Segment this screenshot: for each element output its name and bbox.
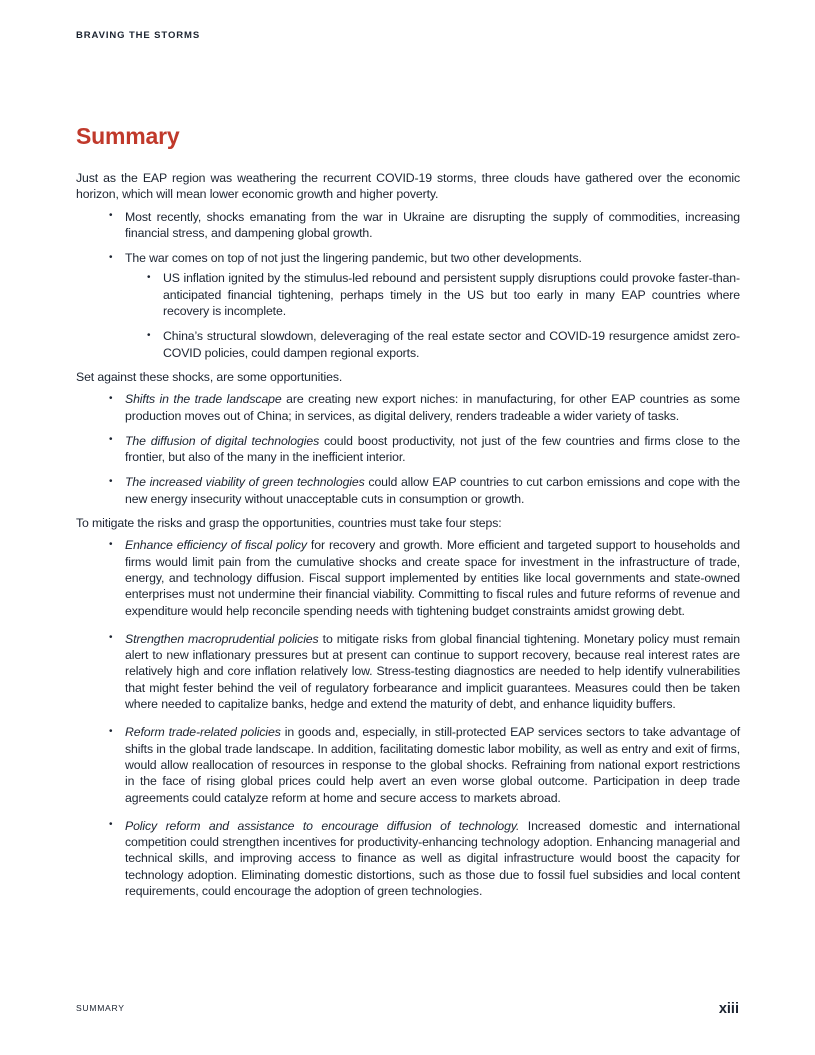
bullet-text: in goods and, especially, in still-protected EAP services sectors to take advantage of shifts in the global trade landscape. In addition, facilitating domestic labor mobility, as well as entry and exit of firms, would allow reallocation of resources in response to the global shocks. Refraining from national export restrictions in the face of rising global prices could help avert an even worse global outcome. Participation in deep trade agreements could catalyze reform at home and secure access to markets abroad. bbox=[125, 725, 740, 805]
list-item bbox=[107, 391, 740, 424]
bullet-lede: Strengthen macroprudential policies bbox=[125, 631, 319, 646]
intro-paragraph: Just as the EAP region was weathering the recurrent COVID-19 storms, three clouds have gathered over the economic horizon, which will mean lower economic growth and higher poverty. bbox=[76, 171, 740, 202]
bullet-lede: Policy reform and assistance to encourage diffusion of technology. bbox=[125, 818, 520, 833]
running-head: BRAVING THE STORMS bbox=[76, 30, 201, 41]
bullet-lede: Shifts in the trade landscape bbox=[125, 392, 282, 407]
bullet-text: to mitigate risks from global financial tightening. Monetary policy must remain alert to new inflationary pressures but at present can continue to support recovery, because real interest rates are relatively high and core inflation relatively low. Stress-testing diagnostics are needed to help identify vulnerabilities that might fester behind the veil of regulatory forbearance and implicit guarantees. Measures could then be taken where needed to capitalize banks, hedge and extend the maturity of debt, and enhance liquidity buffers. bbox=[125, 631, 740, 712]
list-item bbox=[107, 724, 740, 805]
list-item bbox=[107, 250, 740, 361]
sub-bullet-text: US inflation ignited by the stimulus-led rebound and persistent supply disruptions could provoke faster-than-anticipated financial tightening, perhaps timely in the US but too early in many EAP countries where recovery is incomplete. bbox=[163, 271, 740, 319]
shocks-sub-bullet-list bbox=[125, 270, 740, 360]
list-item bbox=[107, 537, 740, 618]
steps-lead-paragraph: To mitigate the risks and grasp the opportunities, countries must take four steps: bbox=[76, 516, 502, 531]
page-title: Summary bbox=[76, 123, 180, 150]
list-item bbox=[145, 270, 740, 319]
list-item bbox=[107, 818, 740, 899]
bullet-text: for recovery and growth. More efficient and targeted support to households and firms would limit pain from the cumulative shocks and create space for investment in the infrastructure of trade, energy, and technology diffusion. Fiscal support implemented by entities like local governments and state-owned enterprises must not undermine their financial viability. Committing to fiscal rules and future reforms of revenue and expenditure would help reconcile spending needs with tightening budget constraints amidst growing debt. bbox=[125, 538, 741, 618]
list-item bbox=[107, 631, 740, 712]
shocks-bullet-list bbox=[76, 209, 740, 361]
footer-section-label: SUMMARY bbox=[76, 1003, 125, 1013]
opportunities-bullet-list bbox=[76, 391, 740, 507]
list-item bbox=[107, 433, 740, 466]
sub-bullet-text: China’s structural slowdown, deleveraging of the real estate sector and COVID-19 resurgence amidst zero-COVID policies, could dampen regional exports. bbox=[163, 329, 740, 360]
bullet-text: Increased domestic and international competition could strengthen incentives for productivity-enhancing technology adoption. Enhancing managerial and technical skills, and improving access to finance as well as digital infrastructure would boost the capacity for technology adoption. Eliminating domestic distortions, such as those due to fossil fuel subsidies and local content requirements, could encourage the adoption of green technologies. bbox=[125, 818, 740, 898]
bullet-text: The war comes on top of not just the lingering pandemic, but two other developments. bbox=[125, 251, 582, 266]
bullet-text: could boost productivity, not just of the few countries and firms close to the frontier, but also of the many in the inefficient interior. bbox=[125, 433, 740, 465]
steps-bullet-list bbox=[76, 537, 740, 899]
page-content bbox=[76, 170, 740, 911]
bullet-lede: Reform trade-related policies bbox=[125, 725, 281, 740]
list-item bbox=[145, 328, 740, 361]
bullet-lede: Enhance efficiency of fiscal policy bbox=[125, 538, 307, 553]
bullet-text: could allow EAP countries to cut carbon emissions and cope with the new energy insecurity without unacceptable cuts in consumption or growth. bbox=[125, 475, 740, 506]
bullet-lede: The diffusion of digital technologies bbox=[125, 433, 320, 448]
list-item bbox=[107, 209, 740, 242]
bullet-text: Most recently, shocks emanating from the war in Ukraine are disrupting the supply of commodities, increasing financial stress, and dampening global growth. bbox=[125, 209, 740, 240]
opportunities-lead-paragraph: Set against these shocks, are some opportunities. bbox=[76, 369, 343, 384]
footer-page-number: xiii bbox=[718, 1001, 739, 1017]
bullet-lede: The increased viability of green technologies bbox=[125, 475, 365, 490]
page-footer bbox=[76, 997, 739, 1017]
bullet-text: are creating new export niches: in manufacturing, for other EAP countries as some production moves out of China; in services, as digital delivery, renders tradeable a wider variety of tasks. bbox=[125, 392, 740, 423]
list-item bbox=[107, 474, 740, 507]
